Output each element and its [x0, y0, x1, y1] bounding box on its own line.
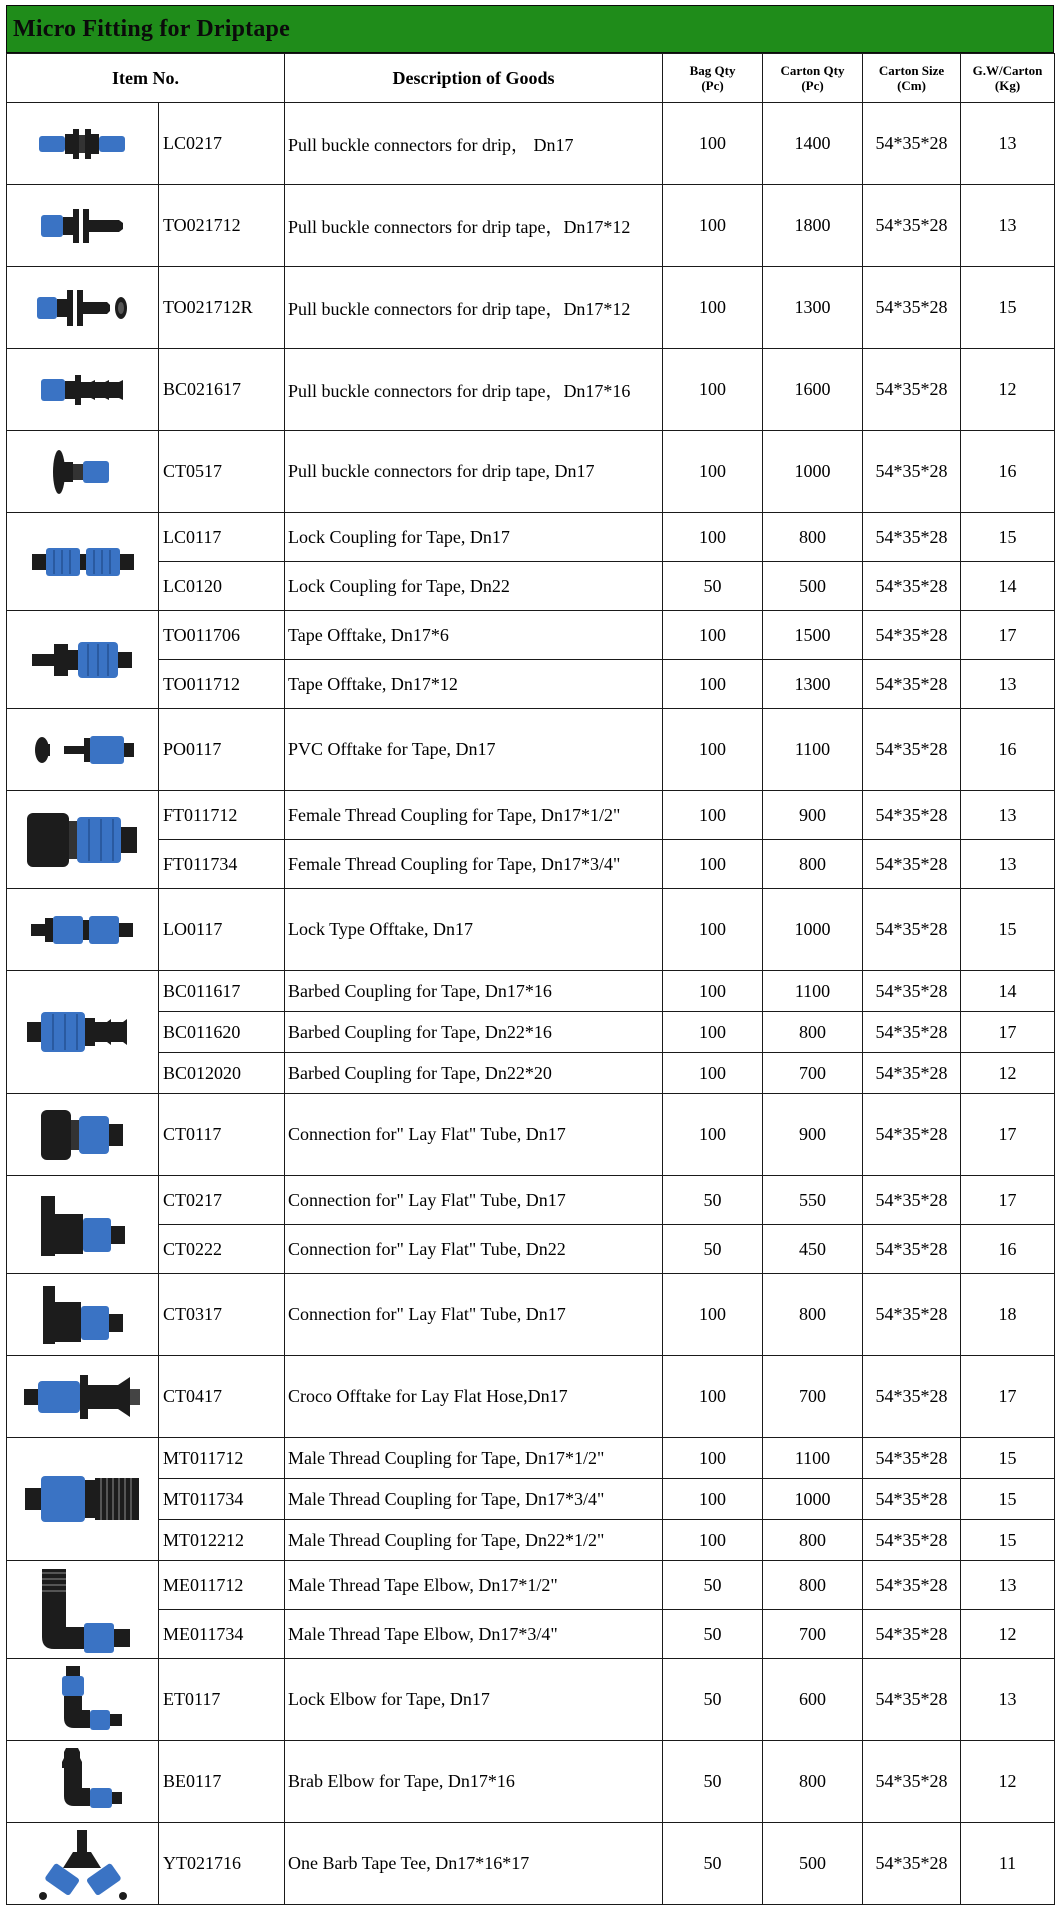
male-thread-coupling-icon	[7, 1438, 159, 1561]
item-code: TO021712	[159, 185, 285, 267]
carton-size: 54*35*28	[863, 1561, 961, 1610]
pull-buckle-barbed-icon	[7, 349, 159, 431]
item-code: CT0517	[159, 431, 285, 513]
bag-qty: 100	[663, 1094, 763, 1176]
gross-weight: 18	[961, 1274, 1055, 1356]
carton-qty: 450	[763, 1225, 863, 1274]
bag-qty: 50	[663, 1225, 763, 1274]
gross-weight: 15	[961, 267, 1055, 349]
gross-weight: 16	[961, 709, 1055, 791]
carton-qty: 700	[763, 1356, 863, 1438]
item-description: Pull buckle connectors for drip tape，Dn17*12	[285, 185, 663, 267]
item-description: Lock Coupling for Tape, Dn17	[285, 513, 663, 562]
bag-qty: 100	[663, 513, 763, 562]
carton-size: 54*35*28	[863, 1520, 961, 1561]
table-row	[7, 1225, 1055, 1274]
carton-qty: 1300	[763, 267, 863, 349]
pull-buckle-offtake-icon	[7, 185, 159, 267]
carton-qty: 1100	[763, 1438, 863, 1479]
item-description: Lock Elbow for Tape, Dn17	[285, 1659, 663, 1741]
table-row	[7, 1659, 1055, 1741]
item-description: PVC Offtake for Tape, Dn17	[285, 709, 663, 791]
table-row	[7, 103, 1055, 185]
table-row	[7, 1274, 1055, 1356]
item-code: CT0117	[159, 1094, 285, 1176]
carton-size: 54*35*28	[863, 971, 961, 1012]
item-description: Barbed Coupling for Tape, Dn22*16	[285, 1012, 663, 1053]
item-code: CT0217	[159, 1176, 285, 1225]
bag-qty: 100	[663, 889, 763, 971]
item-description: One Barb Tape Tee, Dn17*16*17	[285, 1823, 663, 1905]
gross-weight: 13	[961, 103, 1055, 185]
header-carton-size: Carton Size (Cm)	[863, 54, 961, 103]
item-code: LO0117	[159, 889, 285, 971]
table-row	[7, 889, 1055, 971]
table-row	[7, 1741, 1055, 1823]
bag-qty: 100	[663, 1438, 763, 1479]
bag-qty: 50	[663, 562, 763, 611]
carton-size: 54*35*28	[863, 840, 961, 889]
item-code: CT0417	[159, 1356, 285, 1438]
table-row	[7, 1520, 1055, 1561]
item-code: FT011734	[159, 840, 285, 889]
carton-size: 54*35*28	[863, 791, 961, 840]
carton-qty: 700	[763, 1610, 863, 1659]
carton-qty: 1500	[763, 611, 863, 660]
gross-weight: 13	[961, 660, 1055, 709]
table-row	[7, 1053, 1055, 1094]
item-description: Pull buckle connectors for drip tape, Dn17	[285, 431, 663, 513]
female-thread-coupling-icon	[7, 791, 159, 889]
gross-weight: 17	[961, 1176, 1055, 1225]
item-description: Tape Offtake, Dn17*6	[285, 611, 663, 660]
gross-weight: 14	[961, 971, 1055, 1012]
carton-size: 54*35*28	[863, 660, 961, 709]
header-gw-carton: G.W/Carton (Kg)	[961, 54, 1055, 103]
carton-size: 54*35*28	[863, 267, 961, 349]
gross-weight: 12	[961, 1610, 1055, 1659]
bag-qty: 50	[663, 1610, 763, 1659]
item-description: Connection for" Lay Flat" Tube, Dn22	[285, 1225, 663, 1274]
carton-qty: 500	[763, 1823, 863, 1905]
carton-size: 54*35*28	[863, 103, 961, 185]
table-row	[7, 562, 1055, 611]
carton-size: 54*35*28	[863, 1225, 961, 1274]
item-code: LC0120	[159, 562, 285, 611]
item-description: Male Thread Coupling for Tape, Dn22*1/2"	[285, 1520, 663, 1561]
table-row	[7, 971, 1055, 1012]
item-code: MT012212	[159, 1520, 285, 1561]
item-description: Croco Offtake for Lay Flat Hose,Dn17	[285, 1356, 663, 1438]
item-description: Lock Type Offtake, Dn17	[285, 889, 663, 971]
bag-qty: 100	[663, 267, 763, 349]
lay-flat-connection-bracket-icon	[7, 1176, 159, 1274]
carton-qty: 1600	[763, 349, 863, 431]
carton-qty: 1100	[763, 709, 863, 791]
bag-qty: 50	[663, 1176, 763, 1225]
gross-weight: 17	[961, 611, 1055, 660]
carton-qty: 800	[763, 513, 863, 562]
table-row	[7, 709, 1055, 791]
lock-coupling-icon	[7, 513, 159, 611]
item-description: Male Thread Tape Elbow, Dn17*1/2"	[285, 1561, 663, 1610]
table-row	[7, 1438, 1055, 1479]
carton-size: 54*35*28	[863, 1610, 961, 1659]
bag-qty: 100	[663, 185, 763, 267]
bag-qty: 100	[663, 1012, 763, 1053]
item-description: Lock Coupling for Tape, Dn22	[285, 562, 663, 611]
carton-size: 54*35*28	[863, 1479, 961, 1520]
croco-offtake-icon	[7, 1356, 159, 1438]
table-row	[7, 513, 1055, 562]
carton-qty: 900	[763, 791, 863, 840]
carton-size: 54*35*28	[863, 1012, 961, 1053]
lock-elbow-icon	[7, 1659, 159, 1741]
table-row	[7, 840, 1055, 889]
bag-qty: 100	[663, 840, 763, 889]
carton-size: 54*35*28	[863, 431, 961, 513]
item-description: Tape Offtake, Dn17*12	[285, 660, 663, 709]
carton-size: 54*35*28	[863, 349, 961, 431]
item-code: BC011620	[159, 1012, 285, 1053]
item-description: Male Thread Coupling for Tape, Dn17*3/4"	[285, 1479, 663, 1520]
gross-weight: 15	[961, 1520, 1055, 1561]
gross-weight: 15	[961, 889, 1055, 971]
bag-qty: 100	[663, 660, 763, 709]
bag-qty: 100	[663, 1479, 763, 1520]
carton-qty: 900	[763, 1094, 863, 1176]
table-row	[7, 660, 1055, 709]
gross-weight: 13	[961, 185, 1055, 267]
gross-weight: 13	[961, 1561, 1055, 1610]
pull-buckle-offtake-ring-icon	[7, 267, 159, 349]
bag-qty: 100	[663, 791, 763, 840]
table-row	[7, 185, 1055, 267]
lock-type-offtake-icon	[7, 889, 159, 971]
carton-qty: 550	[763, 1176, 863, 1225]
gross-weight: 13	[961, 840, 1055, 889]
carton-qty: 1800	[763, 185, 863, 267]
bag-qty: 100	[663, 349, 763, 431]
item-code: MT011734	[159, 1479, 285, 1520]
gross-weight: 17	[961, 1012, 1055, 1053]
gross-weight: 16	[961, 1225, 1055, 1274]
table-row	[7, 611, 1055, 660]
table-row	[7, 1479, 1055, 1520]
bag-qty: 50	[663, 1659, 763, 1741]
item-description: Brab Elbow for Tape, Dn17*16	[285, 1741, 663, 1823]
table-row	[7, 1176, 1055, 1225]
male-thread-elbow-icon	[7, 1561, 159, 1659]
item-code: CT0222	[159, 1225, 285, 1274]
gross-weight: 13	[961, 791, 1055, 840]
item-code: ME011712	[159, 1561, 285, 1610]
gross-weight: 12	[961, 1053, 1055, 1094]
item-code: MT011712	[159, 1438, 285, 1479]
item-description: Pull buckle connectors for drip tape，Dn17*16	[285, 349, 663, 431]
item-description: Pull buckle connectors for drip， Dn17	[285, 103, 663, 185]
carton-size: 54*35*28	[863, 1823, 961, 1905]
item-code: ME011734	[159, 1610, 285, 1659]
carton-size: 54*35*28	[863, 889, 961, 971]
tape-offtake-icon	[7, 611, 159, 709]
item-description: Barbed Coupling for Tape, Dn22*20	[285, 1053, 663, 1094]
bag-qty: 100	[663, 1053, 763, 1094]
carton-qty: 1000	[763, 889, 863, 971]
bag-qty: 100	[663, 971, 763, 1012]
item-code: BC021617	[159, 349, 285, 431]
gross-weight: 12	[961, 1741, 1055, 1823]
carton-size: 54*35*28	[863, 611, 961, 660]
item-code: TO011706	[159, 611, 285, 660]
bag-qty: 100	[663, 1274, 763, 1356]
barb-elbow-icon	[7, 1741, 159, 1823]
item-code: LC0217	[159, 103, 285, 185]
carton-qty: 800	[763, 1520, 863, 1561]
item-code: YT021716	[159, 1823, 285, 1905]
item-description: Male Thread Coupling for Tape, Dn17*1/2"	[285, 1438, 663, 1479]
sheet-title: Micro Fitting for Driptape	[13, 15, 290, 42]
gross-weight: 15	[961, 513, 1055, 562]
carton-qty: 600	[763, 1659, 863, 1741]
product-table	[6, 53, 1055, 1905]
carton-size: 54*35*28	[863, 1274, 961, 1356]
item-code: TO011712	[159, 660, 285, 709]
carton-size: 54*35*28	[863, 513, 961, 562]
item-description: Male Thread Tape Elbow, Dn17*3/4"	[285, 1610, 663, 1659]
gross-weight: 14	[961, 562, 1055, 611]
table-row	[7, 431, 1055, 513]
bag-qty: 100	[663, 1520, 763, 1561]
carton-size: 54*35*28	[863, 1356, 961, 1438]
item-description: Female Thread Coupling for Tape, Dn17*1/2"	[285, 791, 663, 840]
header-row	[7, 54, 1055, 103]
item-code: TO021712R	[159, 267, 285, 349]
item-description: Connection for" Lay Flat" Tube, Dn17	[285, 1094, 663, 1176]
carton-qty: 700	[763, 1053, 863, 1094]
item-description: Barbed Coupling for Tape, Dn17*16	[285, 971, 663, 1012]
carton-size: 54*35*28	[863, 709, 961, 791]
carton-size: 54*35*28	[863, 185, 961, 267]
lay-flat-connection-icon	[7, 1094, 159, 1176]
carton-size: 54*35*28	[863, 1053, 961, 1094]
item-description: Connection for" Lay Flat" Tube, Dn17	[285, 1274, 663, 1356]
carton-qty: 500	[763, 562, 863, 611]
table-row	[7, 1561, 1055, 1610]
carton-size: 54*35*28	[863, 1176, 961, 1225]
pull-buckle-connector-icon	[7, 103, 159, 185]
bag-qty: 100	[663, 431, 763, 513]
carton-qty: 1000	[763, 431, 863, 513]
carton-size: 54*35*28	[863, 1438, 961, 1479]
item-description: Pull buckle connectors for drip tape，Dn17*12	[285, 267, 663, 349]
item-description: Connection for" Lay Flat" Tube, Dn17	[285, 1176, 663, 1225]
barbed-coupling-icon	[7, 971, 159, 1094]
table-row	[7, 267, 1055, 349]
carton-qty: 1400	[763, 103, 863, 185]
carton-size: 54*35*28	[863, 1659, 961, 1741]
carton-qty: 1300	[763, 660, 863, 709]
header-bag-qty: Bag Qty (Pc)	[663, 54, 763, 103]
barb-tee-icon	[7, 1823, 159, 1905]
table-row	[7, 1094, 1055, 1176]
item-description: Female Thread Coupling for Tape, Dn17*3/4"	[285, 840, 663, 889]
bag-qty: 100	[663, 611, 763, 660]
carton-qty: 800	[763, 1274, 863, 1356]
table-row	[7, 791, 1055, 840]
gross-weight: 15	[961, 1479, 1055, 1520]
spec-sheet	[6, 5, 1054, 1905]
carton-qty: 800	[763, 1561, 863, 1610]
item-code: ET0117	[159, 1659, 285, 1741]
carton-qty: 800	[763, 840, 863, 889]
lay-flat-connection-long-icon	[7, 1274, 159, 1356]
table-row	[7, 1823, 1055, 1905]
gross-weight: 11	[961, 1823, 1055, 1905]
item-code: FT011712	[159, 791, 285, 840]
carton-qty: 800	[763, 1741, 863, 1823]
bag-qty: 100	[663, 1356, 763, 1438]
bag-qty: 50	[663, 1561, 763, 1610]
item-code: LC0117	[159, 513, 285, 562]
pull-buckle-flat-icon	[7, 431, 159, 513]
header-description: Description of Goods	[285, 54, 663, 103]
carton-size: 54*35*28	[863, 562, 961, 611]
gross-weight: 13	[961, 1659, 1055, 1741]
item-code: BC011617	[159, 971, 285, 1012]
title-bar	[6, 5, 1054, 53]
bag-qty: 100	[663, 709, 763, 791]
bag-qty: 100	[663, 103, 763, 185]
gross-weight: 17	[961, 1094, 1055, 1176]
table-row	[7, 1610, 1055, 1659]
gross-weight: 12	[961, 349, 1055, 431]
item-code: BC012020	[159, 1053, 285, 1094]
carton-size: 54*35*28	[863, 1741, 961, 1823]
bag-qty: 50	[663, 1823, 763, 1905]
header-item-no: Item No.	[7, 54, 285, 103]
carton-size: 54*35*28	[863, 1094, 961, 1176]
carton-qty: 1100	[763, 971, 863, 1012]
table-row	[7, 1012, 1055, 1053]
bag-qty: 50	[663, 1741, 763, 1823]
header-carton-qty: Carton Qty (Pc)	[763, 54, 863, 103]
carton-qty: 1000	[763, 1479, 863, 1520]
gross-weight: 16	[961, 431, 1055, 513]
table-row	[7, 1356, 1055, 1438]
gross-weight: 17	[961, 1356, 1055, 1438]
gross-weight: 15	[961, 1438, 1055, 1479]
table-row	[7, 349, 1055, 431]
item-code: PO0117	[159, 709, 285, 791]
item-code: CT0317	[159, 1274, 285, 1356]
carton-qty: 800	[763, 1012, 863, 1053]
item-code: BE0117	[159, 1741, 285, 1823]
pvc-offtake-icon	[7, 709, 159, 791]
